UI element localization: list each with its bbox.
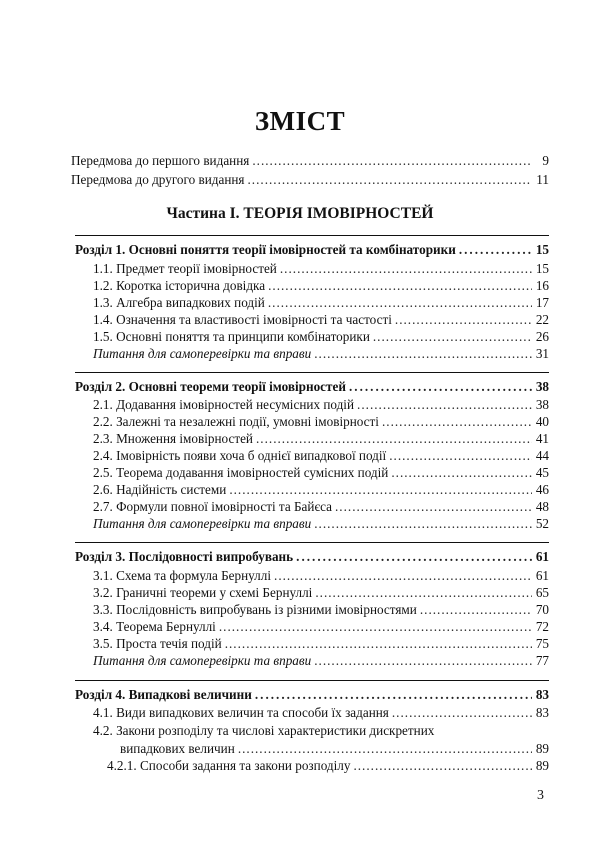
- entry-label: 3.1. Схема та формула Бернуллі: [93, 568, 272, 583]
- entry-label: 1.5. Основні поняття та принципи комбінаторики: [93, 329, 370, 344]
- dot-leader: [389, 447, 532, 464]
- dot-leader: [459, 241, 532, 258]
- section-label: Розділ 1. Основні поняття теорії імовірностей та комбінаторики: [75, 242, 456, 257]
- entry-page: 89: [535, 741, 549, 756]
- entry-page: 48: [535, 499, 549, 514]
- section-entry[interactable]: [75, 378, 549, 395]
- entry-label: 2.5. Теорема додавання імовірностей сумісних подій: [93, 465, 389, 480]
- entry-label: 2.6. Надійність системи: [93, 482, 227, 497]
- dot-leader: [296, 548, 532, 565]
- entry-page: 31: [535, 346, 549, 361]
- entry-label: Передмова до першого видання: [71, 153, 250, 168]
- dot-leader: [349, 378, 532, 395]
- toc-entry-exercises[interactable]: [93, 515, 549, 532]
- toc-entry[interactable]: [107, 757, 549, 774]
- toc-entry[interactable]: [93, 328, 549, 345]
- dot-leader: [335, 498, 532, 515]
- dot-leader: [373, 328, 532, 345]
- toc-entry[interactable]: [93, 396, 549, 413]
- dot-leader: [314, 345, 532, 362]
- toc-entry[interactable]: [93, 430, 549, 447]
- toc-entry[interactable]: [93, 277, 549, 294]
- toc-entry[interactable]: [93, 584, 549, 601]
- dot-leader: [219, 618, 532, 635]
- section-divider: [75, 372, 549, 373]
- dot-leader: [268, 277, 532, 294]
- dot-leader: [255, 686, 532, 703]
- dot-leader: [357, 396, 532, 413]
- entry-page: 41: [535, 431, 549, 446]
- entry-label-continuation: випадкових величин: [120, 741, 235, 756]
- entry-label: 1.1. Предмет теорії імовірностей: [93, 261, 277, 276]
- dot-leader: [392, 704, 532, 721]
- dot-leader: [268, 294, 532, 311]
- entry-page: 44: [535, 448, 549, 463]
- page-number: 3: [537, 788, 544, 803]
- entry-label: 2.3. Множення імовірностей: [93, 431, 253, 446]
- toc-entry[interactable]: [93, 635, 549, 652]
- toc-entry[interactable]: [93, 567, 549, 584]
- entry-page: 83: [535, 705, 549, 720]
- preface-entry[interactable]: [71, 152, 549, 169]
- entry-page: 26: [535, 329, 549, 344]
- entry-page: 9: [542, 153, 549, 168]
- dot-leader: [382, 413, 532, 430]
- section-entry[interactable]: [75, 686, 549, 703]
- entry-label: 2.2. Залежні та незалежні події, умовні імовірності: [93, 414, 379, 429]
- toc-entry[interactable]: [93, 498, 549, 515]
- toc-entry[interactable]: [93, 260, 549, 277]
- entry-page: 16: [535, 278, 549, 293]
- section-entry[interactable]: [75, 241, 549, 258]
- entry-label: 3.5. Проста течія подій: [93, 636, 222, 651]
- section-page: 38: [535, 379, 549, 394]
- toc-entry[interactable]: [93, 311, 549, 328]
- entry-page: 17: [535, 295, 549, 310]
- section-page: 61: [535, 549, 549, 564]
- entry-page: 38: [535, 397, 549, 412]
- entry-page: 70: [535, 602, 549, 617]
- entry-label: 4.1. Види випадкових величин та способи їх задання: [93, 705, 389, 720]
- toc-entry[interactable]: [93, 294, 549, 311]
- entry-label: 3.2. Граничні теореми у схемі Бернуллі: [93, 585, 313, 600]
- section-label: Розділ 2. Основні теореми теорії імовірностей: [75, 379, 346, 394]
- entry-page: 15: [535, 261, 549, 276]
- entry-page: 72: [535, 619, 549, 634]
- dot-leader: [225, 635, 532, 652]
- entry-label: Питання для самоперевірки та вправи: [93, 653, 312, 668]
- dot-leader: [353, 757, 532, 774]
- preface-entry[interactable]: [71, 171, 549, 188]
- entry-page: 89: [535, 758, 549, 773]
- toc-entry-exercises[interactable]: [93, 345, 549, 362]
- entry-page: 65: [535, 585, 549, 600]
- entry-label: 1.2. Коротка історична довідка: [93, 278, 266, 293]
- dot-leader: [391, 464, 532, 481]
- toc-entry[interactable]: [93, 447, 549, 464]
- entry-label: 2.1. Додавання імовірностей несумісних подій: [93, 397, 355, 412]
- section-divider: [75, 542, 549, 543]
- part-title: Частина I. ТЕОРІЯ ІМОВІРНОСТЕЙ: [166, 205, 434, 222]
- entry-label: 3.4. Теорема Бернуллі: [93, 619, 216, 634]
- dot-leader: [252, 152, 532, 169]
- entry-page: 52: [535, 516, 549, 531]
- toc-entry[interactable]: [93, 618, 549, 635]
- section-label: Розділ 3. Послідовності випробувань: [75, 549, 294, 564]
- entry-page: 77: [535, 653, 549, 668]
- section-entry[interactable]: [75, 548, 549, 565]
- entry-label: 1.3. Алгебра випадкових подій: [93, 295, 265, 310]
- dot-leader: [420, 601, 532, 618]
- dot-leader: [280, 260, 532, 277]
- section-label: Розділ 4. Випадкові величини: [75, 687, 252, 702]
- toc-entry[interactable]: [93, 481, 549, 498]
- entry-label: Питання для самоперевірки та вправи: [93, 346, 312, 361]
- section-page: 83: [535, 687, 549, 702]
- section-divider: [75, 235, 549, 236]
- section-page: 15: [535, 242, 549, 257]
- toc-entry[interactable]: [93, 464, 549, 481]
- dot-leader: [248, 171, 533, 188]
- entry-label: 2.4. Імовірність появи хоча б однієї випадкової події: [93, 448, 387, 463]
- entry-label: 2.7. Формули повної імовірності та Байєса: [93, 499, 332, 514]
- entry-page: 11: [536, 172, 549, 187]
- toc-entry[interactable]: [93, 413, 549, 430]
- entry-page: 75: [535, 636, 549, 651]
- section-divider: [75, 680, 549, 681]
- entry-page: 40: [535, 414, 549, 429]
- entry-page: 45: [535, 465, 549, 480]
- dot-leader: [274, 567, 532, 584]
- dot-leader: [395, 311, 532, 328]
- dot-leader: [238, 740, 532, 757]
- entry-label: Передмова до другого видання: [71, 172, 245, 187]
- toc-entry-exercises[interactable]: [93, 652, 549, 669]
- toc-title: ЗМІСТ: [254, 106, 346, 136]
- entry-page: 22: [535, 312, 549, 327]
- dot-leader: [314, 515, 532, 532]
- dot-leader: [256, 430, 532, 447]
- entry-label: 4.2.1. Способи задання та закони розподілу: [107, 758, 351, 773]
- dot-leader: [229, 481, 532, 498]
- dot-leader: [315, 584, 532, 601]
- toc-entry[interactable]: [93, 601, 549, 618]
- toc-entry[interactable]: [93, 704, 549, 721]
- entry-page: 61: [535, 568, 549, 583]
- entry-label-first-line[interactable]: 4.2. Закони розподілу та числові характеристики дискретних: [93, 723, 435, 738]
- dot-leader: [314, 652, 532, 669]
- entry-page: 46: [535, 482, 549, 497]
- entry-label: 1.4. Означення та властивості імовірності та частості: [93, 312, 392, 327]
- toc-entry[interactable]: [120, 740, 549, 757]
- entry-label: 3.3. Послідовність випробувань із різними імовірностями: [93, 602, 417, 617]
- entry-label: Питання для самоперевірки та вправи: [93, 516, 312, 531]
